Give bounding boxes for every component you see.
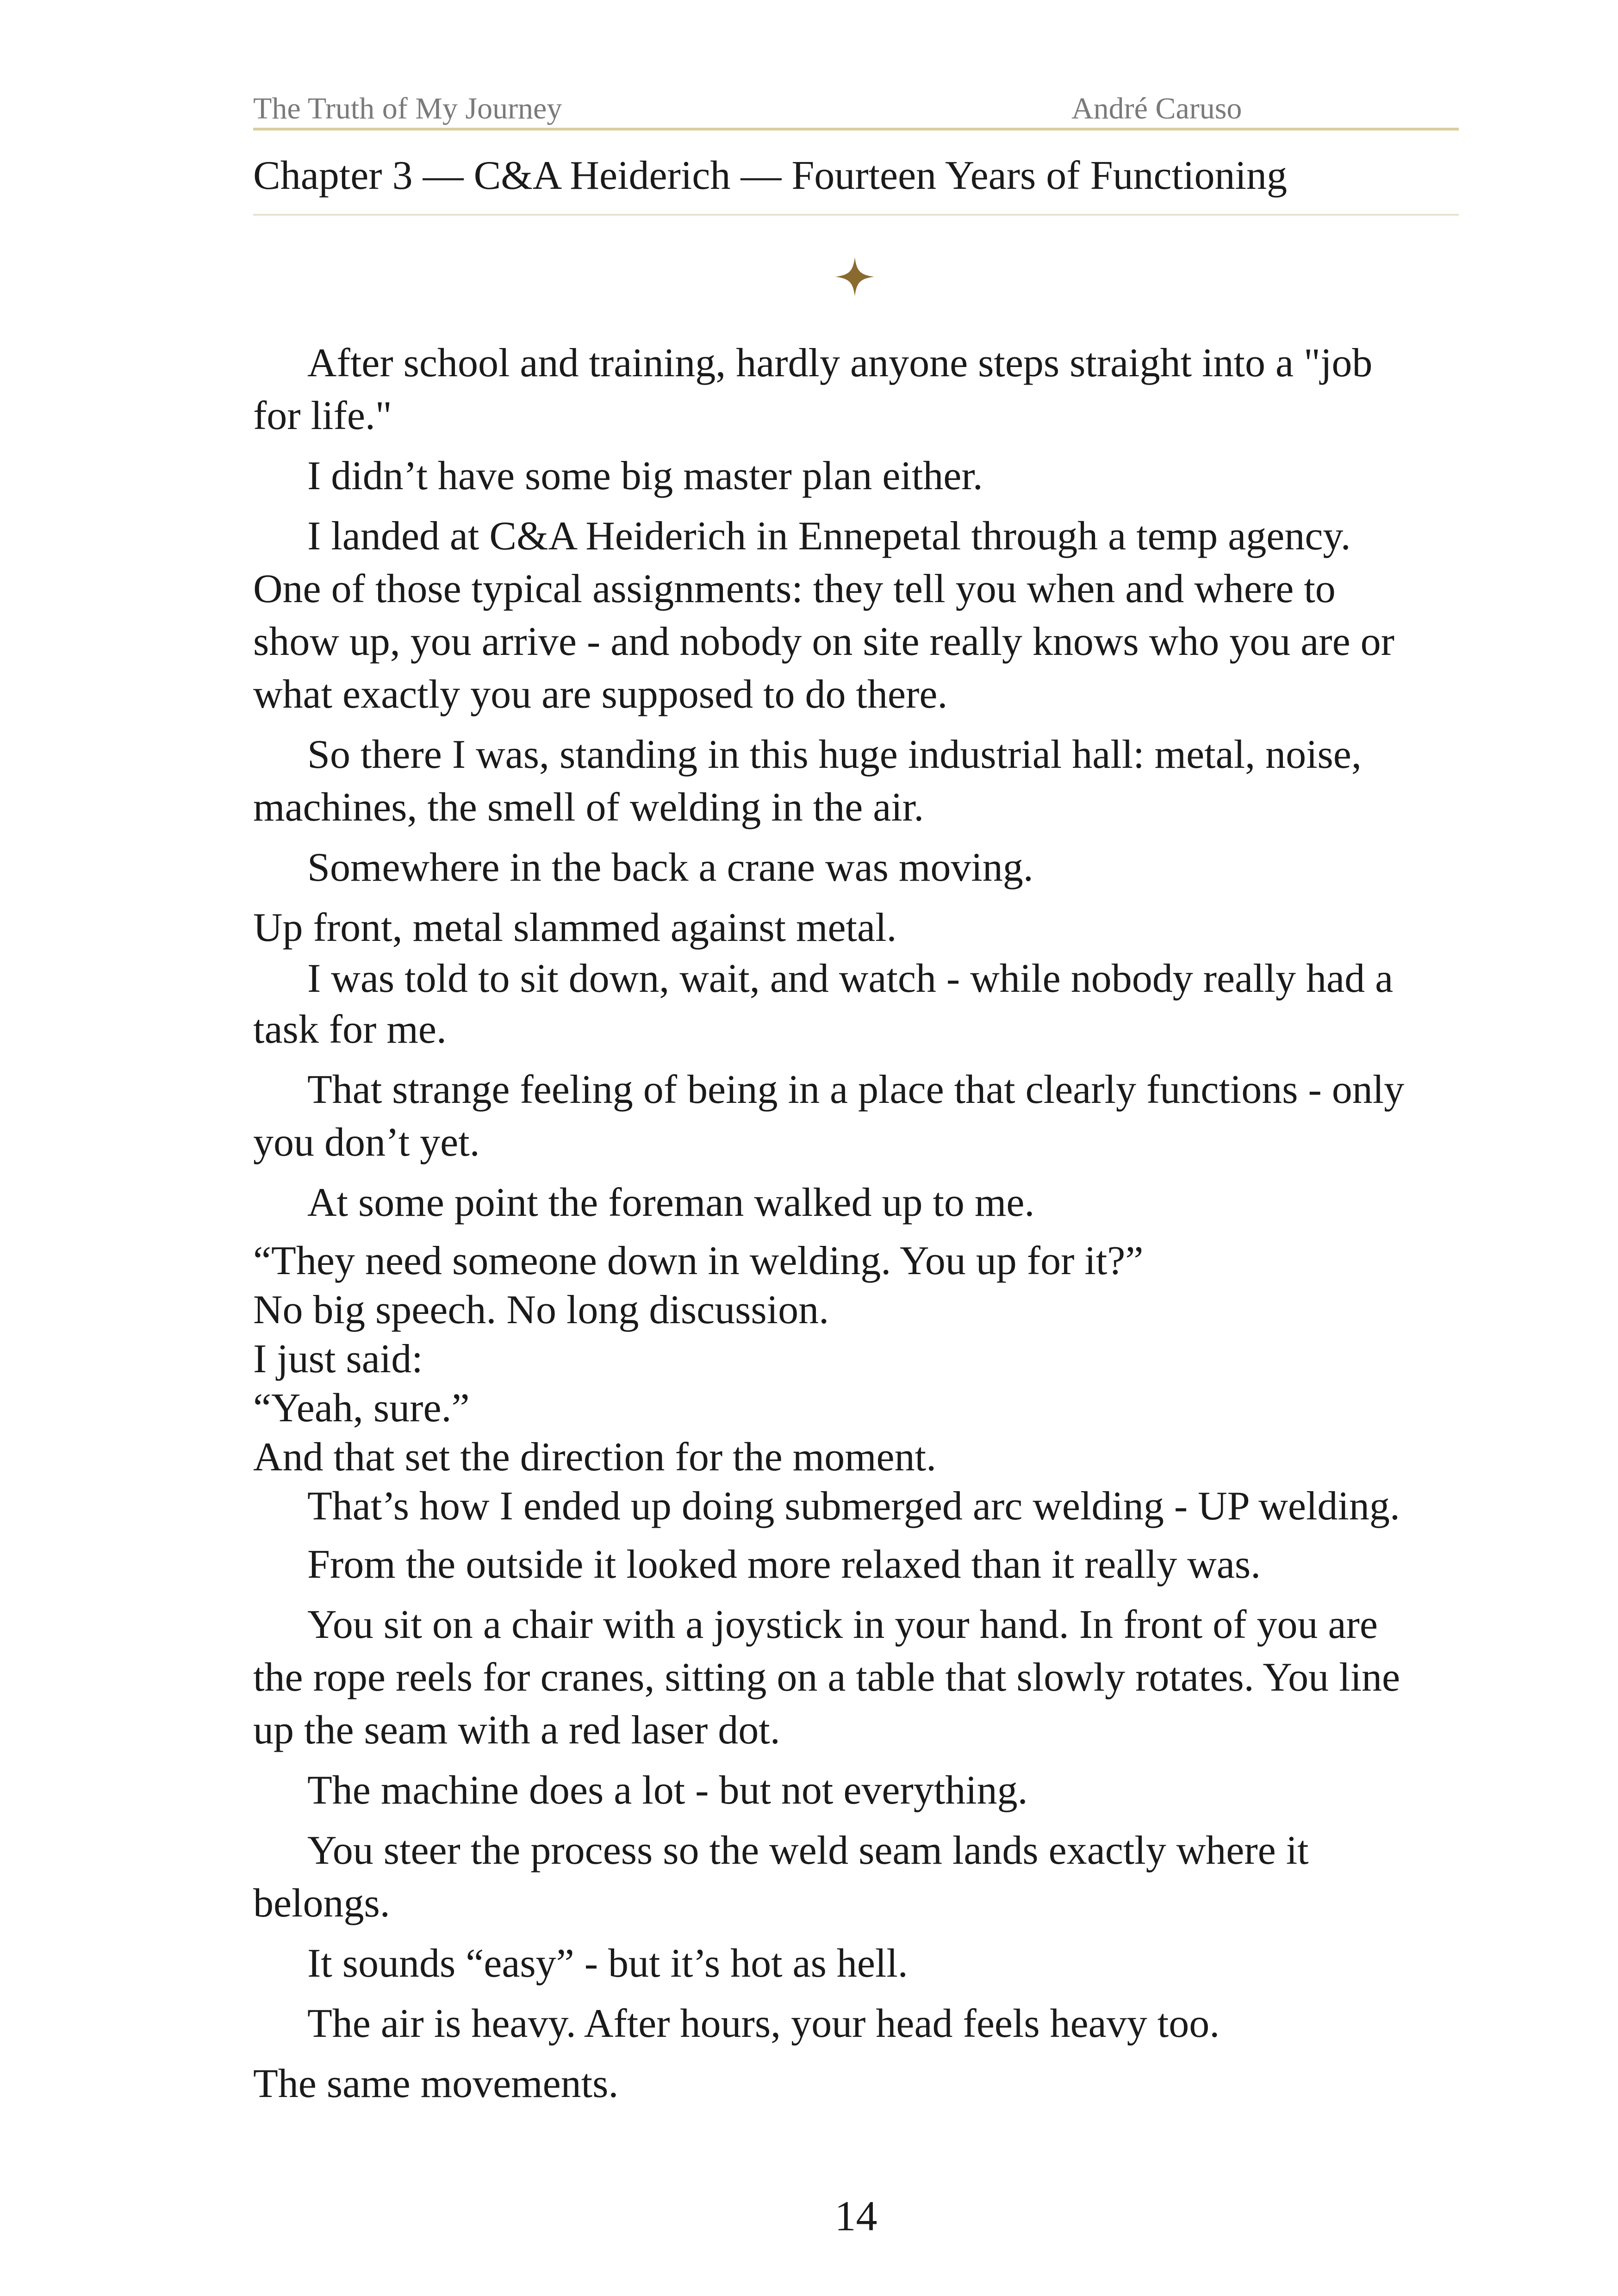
- paragraph-line: The air is heavy. After hours, your head feels heavy too.: [307, 2001, 1220, 2046]
- paragraph-line: task for me.: [253, 1007, 447, 1052]
- paragraph-line: That strange feeling of being in a place that clearly functions - only: [307, 1067, 1405, 1112]
- page-number: 14: [834, 2192, 877, 2240]
- paragraph-line: The same movements.: [253, 2061, 619, 2106]
- paragraph-line: The machine does a lot - but not everything.: [307, 1768, 1028, 1813]
- paragraph-line: show up, you arrive - and nobody on site really knows who you are or: [253, 619, 1394, 664]
- paragraph-line: You steer the process so the weld seam lands exactly where it: [307, 1828, 1309, 1873]
- paragraph-line: From the outside it looked more relaxed than it really was.: [307, 1542, 1261, 1587]
- paragraph-line: I just said:: [253, 1337, 423, 1381]
- paragraph-line: One of those typical assignments: they tell you when and where to: [253, 566, 1336, 611]
- paragraph-line: No big speech. No long discussion.: [253, 1288, 829, 1332]
- paragraph-line: Somewhere in the back a crane was moving.: [307, 845, 1033, 890]
- paragraph-line: You sit on a chair with a joystick in your hand. In front of you are: [307, 1602, 1378, 1647]
- paragraph-line: “Yeah, sure.”: [253, 1386, 470, 1431]
- paragraph-line: It sounds “easy” - but it’s hot as hell.: [307, 1941, 908, 1986]
- running-header: [253, 88, 1459, 130]
- paragraph-line: up the seam with a red laser dot.: [253, 1708, 780, 1753]
- book-title: The Truth of My Journey: [253, 92, 562, 125]
- paragraph-line: And that set the direction for the moment.: [253, 1435, 937, 1480]
- paragraph-line: “They need someone down in welding. You up for it?”: [253, 1238, 1144, 1283]
- paragraph-line: Up front, metal slammed against metal.: [253, 905, 897, 950]
- paragraph-line: So there I was, standing in this huge industrial hall: metal, noise,: [307, 732, 1362, 777]
- paragraph-line: belongs.: [253, 1881, 390, 1926]
- chapter-title: Chapter 3 — C&A Heiderich — Fourteen Years of Functioning: [253, 153, 1287, 198]
- paragraph-line: what exactly you are supposed to do there.: [253, 672, 948, 717]
- paragraph-line: I landed at C&A Heiderich in Ennepetal through a temp agency.: [307, 514, 1351, 559]
- paragraph-line: for life.": [253, 393, 392, 438]
- paragraph-line: you don’t yet.: [253, 1120, 480, 1165]
- paragraph-line: machines, the smell of welding in the air.: [253, 785, 924, 830]
- header-divider: [253, 128, 1459, 131]
- book-page: [253, 0, 1459, 2296]
- paragraph-line: I was told to sit down, wait, and watch - while nobody really had a: [307, 956, 1394, 1001]
- chapter-divider: [253, 214, 1459, 216]
- four-point-star-icon: [832, 254, 878, 300]
- paragraph-line: After school and training, hardly anyone steps straight into a "job: [307, 341, 1373, 386]
- paragraph-line: That’s how I ended up doing submerged arc welding - UP welding.: [307, 1484, 1400, 1529]
- paragraph-line: the rope reels for cranes, sitting on a table that slowly rotates. You line: [253, 1655, 1400, 1700]
- paragraph-line: I didn’t have some big master plan either.: [307, 454, 983, 498]
- chapter-body: [253, 337, 1459, 2110]
- author-name: André Caruso: [1071, 92, 1242, 125]
- paragraph-line: At some point the foreman walked up to me.: [307, 1180, 1035, 1225]
